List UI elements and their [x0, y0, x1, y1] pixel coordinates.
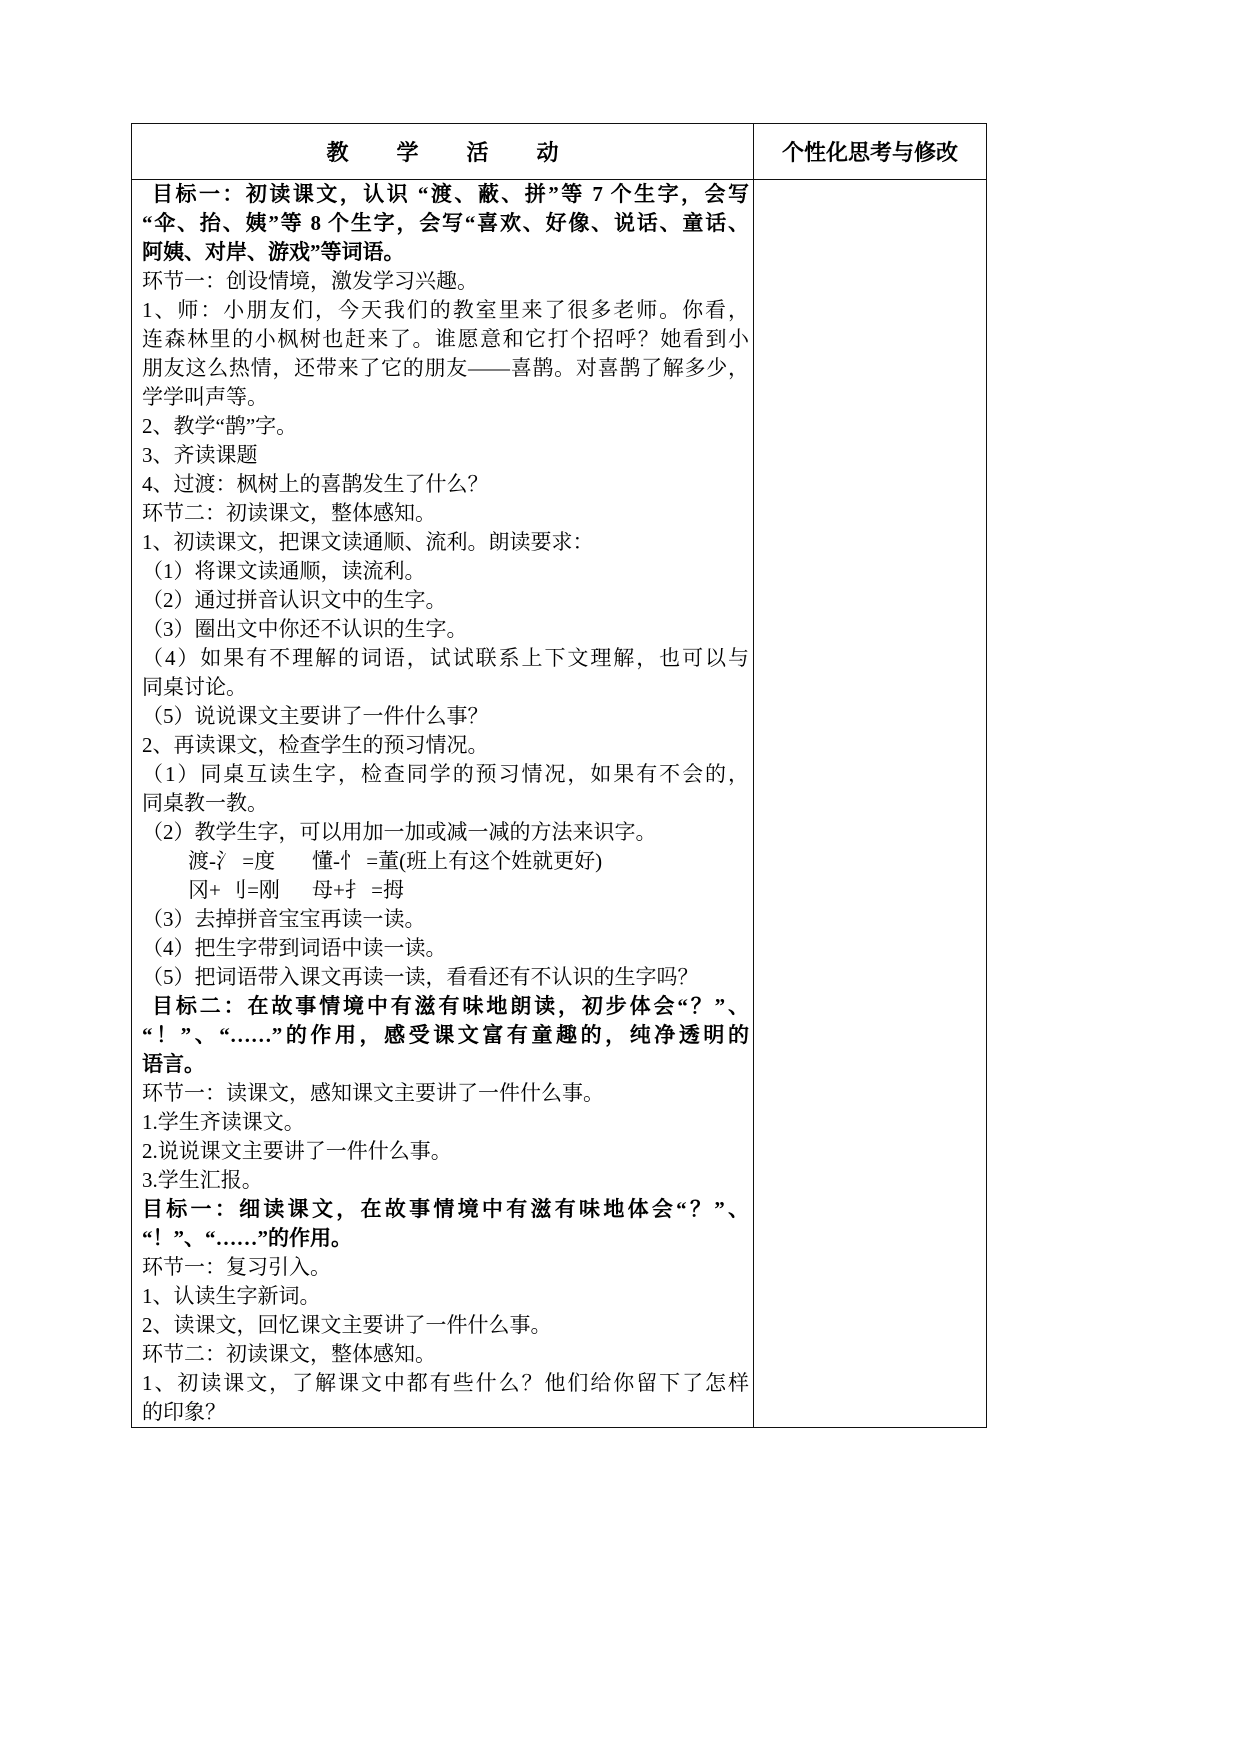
activity-line: 2、再读课文，检查学生的预习情况。 — [142, 733, 489, 757]
activity-line: 的印象？ — [142, 1400, 226, 1424]
activity-line: 朋友这么热情，还带来了它的朋友——喜鹊。对喜鹊了解多少， — [142, 356, 749, 380]
activity-line: （2）教学生字，可以用加一加或减一减的方法来识字。 — [142, 820, 657, 844]
activity-line: （5）说说课文主要讲了一件什么事？ — [142, 704, 489, 728]
activity-line: 1、师：小朋友们，今天我们的教室里来了很多老师。你看， — [142, 298, 749, 322]
lesson-plan-table — [131, 123, 987, 1428]
goal-heading-line: “伞、抬、姨”等 8 个生字，会写“喜欢、好像、说话、童话、 — [142, 211, 749, 235]
activity-line: 学学叫声等。 — [142, 385, 268, 409]
table-body-row — [132, 180, 986, 1427]
stage-heading-line: 环节二：初读课文，整体感知。 — [142, 1342, 436, 1366]
goal-heading-line: 阿姨、对岸、游戏”等词语。 — [142, 240, 405, 264]
table-header-row — [132, 124, 986, 180]
activity-line: （5）把词语带入课文再读一读，看看还有不认识的生字吗？ — [142, 965, 699, 989]
activity-line: （4）如果有不理解的词语，试试联系上下文理解，也可以与 — [142, 646, 749, 670]
goal-heading-line: 语言。 — [142, 1052, 205, 1076]
activity-line: 1.学生齐读课文。 — [142, 1110, 305, 1134]
header-teaching-activities-label: 教 学 活 动 — [326, 140, 572, 165]
activity-line: 4、过渡：枫树上的喜鹊发生了什么？ — [142, 472, 489, 496]
activity-line: 同桌教一教。 — [142, 791, 268, 815]
activity-line: 2、教学“鹊”字。 — [142, 414, 298, 438]
personal-notes-cell — [754, 180, 986, 1427]
teaching-activities-cell — [132, 180, 754, 1427]
goal-heading-line: 目标一：初读课文，认识 “渡、蔽、拼”等 7 个生字，会写 — [152, 182, 749, 206]
activity-line: （2）通过拼音认识文中的生字。 — [142, 588, 447, 612]
goal-heading-line: 目标一：细读课文，在故事情境中有滋有味地体会“？”、 — [142, 1197, 749, 1221]
activity-line: （3）圈出文中你还不认识的生字。 — [142, 617, 468, 641]
formula-line — [142, 847, 749, 876]
goal-heading-line: “！”、“……”的作用。 — [142, 1226, 352, 1250]
stage-heading-line: 环节一：复习引入。 — [142, 1255, 331, 1279]
header-personal-notes-label: 个性化思考与修改 — [781, 140, 958, 165]
header-personal-notes — [754, 124, 986, 179]
activity-line: 连森林里的小枫树也赶来了。谁愿意和它打个招呼？她看到小 — [142, 327, 749, 351]
stage-heading-line: 环节二：初读课文，整体感知。 — [142, 501, 436, 525]
goal-heading-line: “！”、“……”的作用，感受课文富有童趣的，纯净透明的 — [142, 1023, 749, 1047]
activity-line: （1）将课文读通顺，读流利。 — [142, 559, 426, 583]
activity-line: （1）同桌互读生字，检查同学的预习情况，如果有不会的， — [142, 762, 749, 786]
activity-line: 1、初读课文，把课文读通顺、流利。朗读要求： — [142, 530, 594, 554]
character-formula: 渡-氵 =度 — [188, 849, 276, 873]
character-formula: 母+扌 =拇 — [312, 878, 404, 902]
character-formula: 懂-忄 =董(班上有这个姓就更好) — [312, 849, 603, 873]
activity-line: 1、初读课文，了解课文中都有些什么？他们给你留下了怎样 — [142, 1371, 749, 1395]
character-formula: 冈+ 刂=刚 — [188, 878, 280, 902]
activity-line: （3）去掉拼音宝宝再读一读。 — [142, 907, 426, 931]
formula-line — [142, 876, 749, 905]
header-teaching-activities — [132, 124, 754, 179]
goal-heading-line: 目标二：在故事情境中有滋有味地朗读，初步体会“？”、 — [152, 994, 749, 1018]
activity-line: 3、齐读课题 — [142, 443, 258, 467]
activity-line: 3.学生汇报。 — [142, 1168, 263, 1192]
stage-heading-line: 环节一：创设情境，激发学习兴趣。 — [142, 269, 478, 293]
stage-heading-line: 环节一：读课文，感知课文主要讲了一件什么事。 — [142, 1081, 604, 1105]
activity-line: 2、读课文，回忆课文主要讲了一件什么事。 — [142, 1313, 552, 1337]
activity-line: （4）把生字带到词语中读一读。 — [142, 936, 447, 960]
activity-line: 同桌讨论。 — [142, 675, 247, 699]
activity-line: 1、认读生字新词。 — [142, 1284, 321, 1308]
activity-line: 2.说说课文主要讲了一件什么事。 — [142, 1139, 452, 1163]
